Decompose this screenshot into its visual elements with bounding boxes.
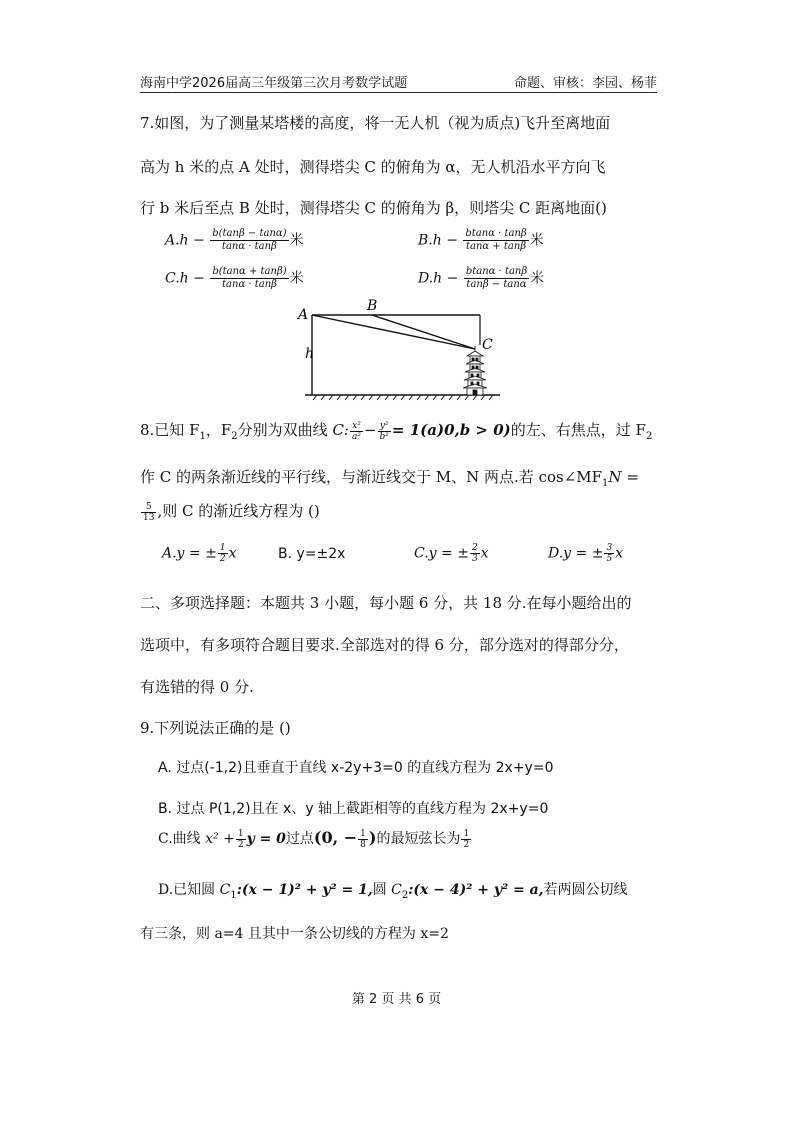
- q7-option-c: [165, 266, 304, 291]
- q8-option-a-fraction: [218, 543, 228, 564]
- q8-option-c-fraction: [470, 543, 480, 564]
- q8-frac-x-num: x²: [350, 421, 363, 432]
- q8-cos-fraction: [141, 502, 156, 523]
- page-footer: 第 2 页 共 6 页: [351, 992, 442, 1007]
- ground-hatching: [313, 395, 493, 400]
- q8-sub-2: 2: [231, 431, 238, 442]
- q8-curve-name: C:: [332, 421, 349, 439]
- q9-c-frac-2-den: 8: [360, 839, 366, 850]
- q7-option-d-prefix: D.h −: [418, 270, 459, 287]
- q9-option-d-line-2: 有三条，则 a=4 且其中一条公切线的方程为 x=2: [140, 926, 449, 942]
- sight-line-a-to-c: [312, 315, 475, 349]
- q8-curve-cond: = 1(a)0,b > 0): [391, 421, 511, 439]
- q8-option-d-fraction: [604, 543, 614, 564]
- q8-text-d: 的左、右焦点，过 F: [510, 421, 646, 439]
- header-authors: 命题、审核：李园、杨菲: [513, 76, 657, 91]
- q7-option-a-unit: 米: [289, 232, 304, 249]
- q8-line-1: 8.已知 $F_1$，$F_2$分别为双曲线 C: $\frac{\text{x²}}{\text{a²}}$ − $\frac{\text{y²}}{\text{b²}}$ = 1(a)0,b > 0)的左、右焦点，过 $F_2$: [140, 420, 653, 442]
- label-a: A: [298, 307, 309, 323]
- q7-option-a-fraction: [210, 228, 288, 253]
- q8-line-3-text: ,则 C 的渐近线方程为 (): [157, 502, 320, 520]
- q9-option-a: A. 过点(-1,2)且垂直于直线 x-2y+3=0 的直线方程为 2x+y=0: [158, 760, 554, 776]
- q7-option-b-prefix: B.h −: [418, 232, 458, 249]
- q8-frac-y-den: b²: [379, 431, 389, 442]
- q8-frac-y: [378, 421, 391, 442]
- q8-option-d-den: 5: [606, 554, 613, 564]
- q7-option-b-denominator: tanα + tanβ: [465, 241, 527, 252]
- q8-frac-y-num: y²: [378, 421, 391, 432]
- header-title: 海南中学2026届高三年级第三次月考数学试题: [140, 76, 408, 91]
- q8-option-d-num: 3: [606, 543, 613, 553]
- q8-line-2: [140, 466, 639, 489]
- q8-frac-x: [350, 421, 363, 442]
- q7-option-c-denominator: tanα · tanβ: [222, 279, 277, 290]
- q8-cos-den: 13: [143, 512, 155, 523]
- q9-d-c1-sub: 1: [230, 889, 237, 901]
- q8-text-c: 分别为双曲线: [237, 421, 333, 439]
- q8-text-b: ，F: [205, 421, 232, 439]
- q8-line-2-end: N =: [608, 468, 639, 486]
- q8-option-c: [414, 543, 489, 564]
- q9-c-frac-1-den: 2: [237, 839, 244, 850]
- q8-option-a-num: 1: [219, 543, 226, 553]
- q9-d-c2-sub: 2: [401, 889, 409, 901]
- q7-line-2: 高为 h 米的点 A 处时，测得塔尖 C 的俯角为 α，无人机沿水平方向飞: [140, 158, 606, 176]
- q9-c-text-d: 的最短弦长为: [376, 831, 461, 847]
- q9-c-frac-3-den: 2: [463, 839, 470, 850]
- q7-option-b-fraction: [463, 228, 528, 253]
- label-h: h: [305, 346, 315, 362]
- q9-option-c: [158, 828, 472, 850]
- q9-option-b: B. 过点 P(1,2)且在 x、y 轴上截距相等的直线方程为 2x+y=0: [158, 801, 549, 817]
- q8-option-d-suffix: x: [615, 545, 624, 562]
- pagoda-tower-icon: [463, 346, 487, 395]
- q9-d-text-a: D.已知圆: [158, 882, 220, 898]
- q9-c-text-a: C.曲线: [158, 831, 206, 847]
- q8-frac-x-den: a²: [351, 431, 361, 442]
- q8-cos-num: 5: [141, 502, 156, 513]
- q9-c-eq: y = 0: [246, 831, 286, 847]
- q7-option-d-fraction: [464, 266, 529, 291]
- q8-text-a: 8.已知 F: [140, 421, 200, 439]
- q9-c-point-close: ): [368, 828, 377, 847]
- q8-line-3: [140, 500, 320, 523]
- q7-option-c-numerator: b(tanα + tanβ): [212, 266, 287, 277]
- q9-option-d-line-1: [158, 879, 628, 901]
- q9-c-text-c: 过点: [285, 831, 314, 847]
- q8-option-c-prefix: C.y = ±: [414, 545, 469, 562]
- q8-option-a-den: 2: [219, 554, 226, 564]
- q7-option-d-numerator: btanα · tanβ: [465, 266, 528, 277]
- q9-c-x2: x² +: [205, 831, 235, 847]
- q8-sub-3: 2: [645, 431, 653, 442]
- q8-option-c-suffix: x: [480, 545, 489, 562]
- q8-line-2-sub: 1: [602, 478, 609, 489]
- q9-d-text-b: 圆: [372, 882, 392, 898]
- q7-option-b-numerator: btanα · tanβ: [465, 228, 527, 239]
- q9-d-c1: C: [219, 882, 231, 898]
- q9-d-c2: C: [391, 882, 402, 898]
- page-header: [140, 72, 657, 93]
- q8-option-d: [548, 543, 623, 564]
- q7-option-d: [418, 266, 544, 291]
- q7-option-a-numerator: b(tanβ − tanα): [212, 228, 287, 239]
- q9-d-eq1: :(x − 1)² + y² = 1,: [236, 882, 373, 898]
- q8-option-a-suffix: x: [228, 545, 237, 562]
- label-c: C: [482, 337, 493, 353]
- q7-option-b-unit: 米: [529, 232, 544, 249]
- q7-option-a-denominator: tanα · tanβ: [221, 241, 277, 252]
- q9-stem: 9.下列说法正确的是 (): [140, 719, 291, 737]
- q9-c-frac-1-num: 1: [237, 828, 244, 839]
- label-b: B: [367, 298, 378, 314]
- q9-c-frac-3: [461, 829, 471, 850]
- q8-option-c-num: 2: [471, 543, 478, 553]
- q9-c-frac-2-num: 1: [360, 828, 366, 839]
- q9-d-text-c: 若两圆公切线: [543, 882, 628, 898]
- section2-line-3: 有选错的得 0 分.: [140, 678, 254, 696]
- q8-sub-1: 1: [199, 431, 206, 442]
- q7-line-1: 7.如图，为了测量某塔楼的高度，将一无人机（视为质点)飞升至离地面: [140, 114, 611, 132]
- q8-line-2-text: 作 C 的两条渐近线的平行线，与渐近线交于 M、N 两点.若 cos∠MF: [140, 468, 603, 486]
- q7-option-a: [165, 228, 304, 253]
- sight-line-b-to-c: [372, 315, 475, 349]
- q9-c-frac-2: [358, 829, 368, 850]
- q7-option-c-prefix: C.h −: [165, 270, 205, 287]
- q8-option-a: [162, 543, 236, 564]
- q8-option-b: B. y=±2x: [278, 546, 346, 562]
- q8-option-a-prefix: A.y = ±: [162, 545, 217, 562]
- q7-option-d-unit: 米: [530, 270, 545, 287]
- section2-line-1: 二、多项选择题：本题共 3 小题，每小题 6 分，共 18 分.在每小题给出的: [140, 594, 632, 612]
- q7-option-b: [418, 228, 544, 253]
- q7-option-c-unit: 米: [289, 270, 304, 287]
- q7-option-d-denominator: tanβ − tanα: [466, 279, 527, 290]
- q7-option-c-fraction: [210, 266, 288, 291]
- section2-line-2: 选项中，有多项符合题目要求.全部选对的得 6 分，部分选对的得部分分，: [140, 636, 629, 654]
- q9-d-eq2: :(x − 4)² + y² = a,: [408, 882, 544, 898]
- q8-option-c-den: 3: [471, 554, 478, 564]
- q7-line-3: 行 b 米后至点 B 处时，测得塔尖 C 的俯角为 β，则塔尖 C 距离地面(): [140, 199, 607, 217]
- q9-c-frac-3-num: 1: [463, 828, 470, 839]
- q8-option-d-prefix: D.y = ±: [548, 545, 604, 562]
- q9-c-frac-1: [236, 829, 246, 850]
- q7-tower-figure: [295, 298, 520, 402]
- q9-c-point-open: (0, −: [313, 828, 358, 847]
- q7-option-a-prefix: A.h −: [165, 232, 205, 249]
